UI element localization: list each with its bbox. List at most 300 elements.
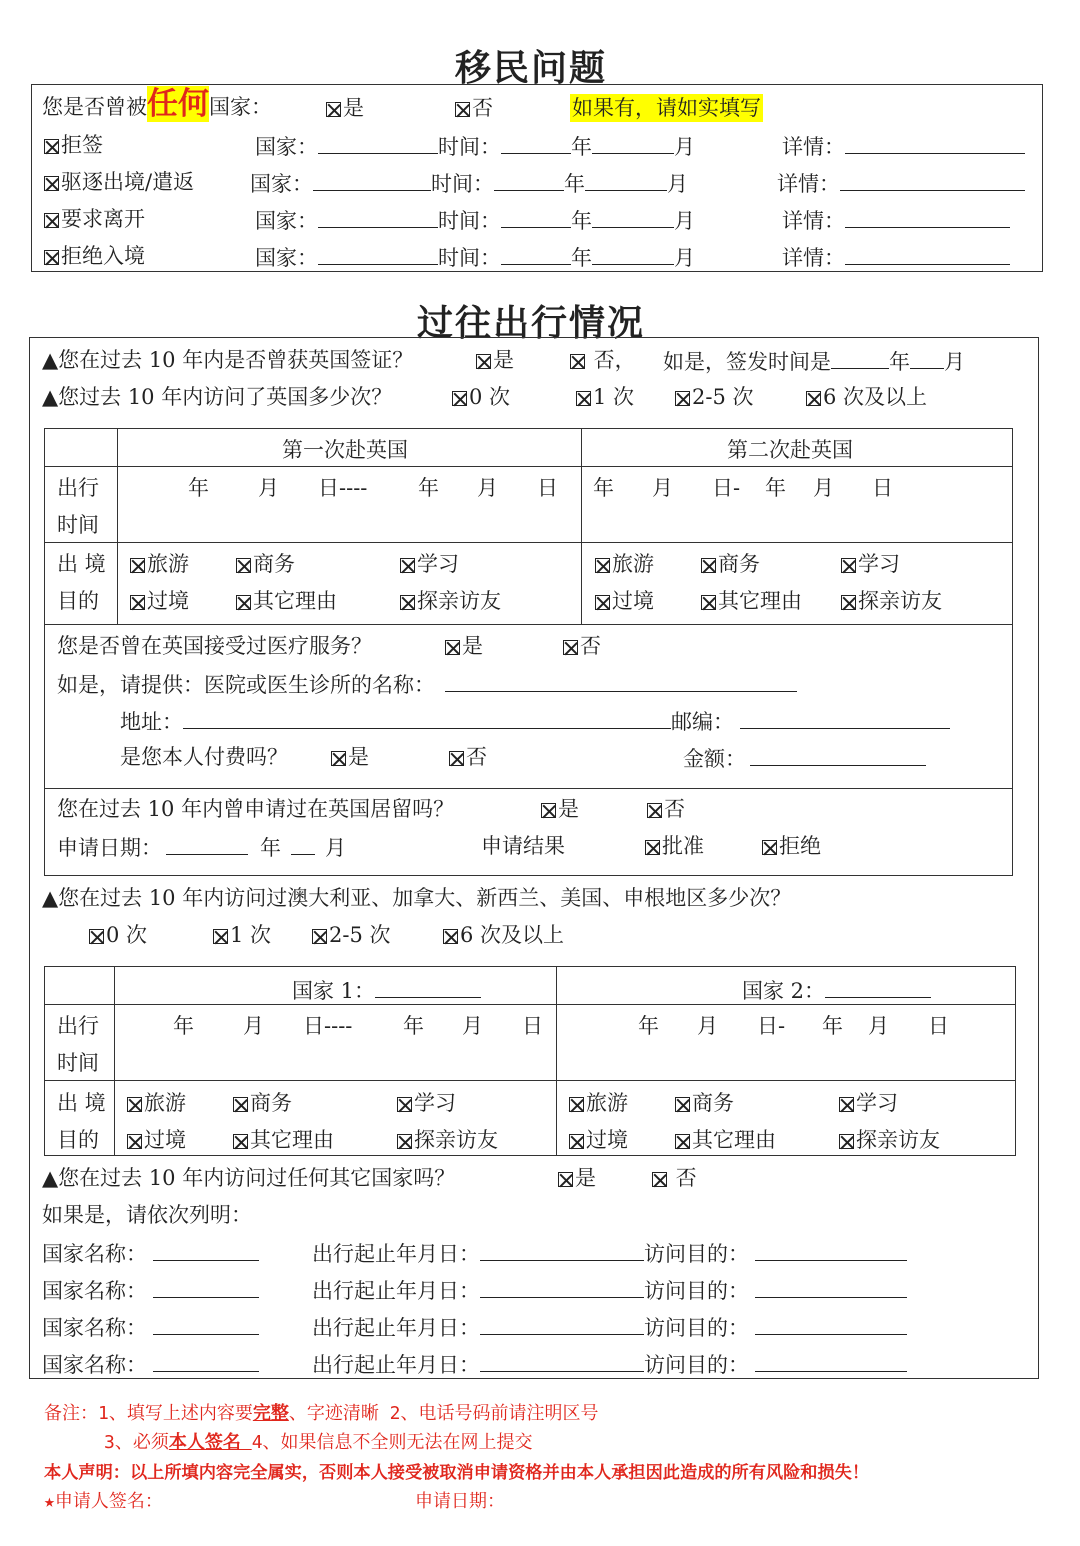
checked-box-icon[interactable] (331, 751, 346, 766)
month-label: 月 (944, 350, 965, 374)
purpose-label: 商务 (250, 1091, 292, 1115)
checked-box-icon[interactable] (841, 558, 856, 573)
checked-box-icon[interactable] (443, 929, 458, 944)
time-label: 时间： (431, 172, 494, 196)
list-row-dates (312, 1314, 907, 1340)
uk2-purpose-family[interactable] (841, 589, 942, 613)
uk-date-left-4: 月 (477, 476, 498, 500)
country1-header (292, 977, 481, 1003)
purpose-label: 过境 (586, 1128, 628, 1152)
checked-box-icon[interactable] (326, 102, 341, 117)
checked-box-icon[interactable] (701, 595, 716, 610)
year-label: 年 (564, 172, 585, 196)
list-row-dates (312, 1351, 907, 1377)
checked-box-icon[interactable] (652, 1172, 667, 1187)
purpose-label: 商务 (718, 552, 760, 576)
note-text: 4、如果信息不全则无法在网上提交 (251, 1432, 533, 1453)
q-post: 国家： (209, 95, 272, 119)
divider (581, 428, 582, 624)
country-label: 国家： (255, 246, 318, 270)
list-dates-label: 出行起止年月日： (312, 1316, 480, 1340)
c2-date-0: 年 (638, 1014, 659, 1038)
q1-text: ▲您在过去 10 年内是否曾获英国签证？ (42, 348, 414, 372)
country-field[interactable] (318, 244, 438, 265)
purpose-label: 旅游 (144, 1091, 186, 1115)
list-country-label: 国家名称： (42, 1242, 147, 1266)
month-label: 月 (674, 135, 695, 159)
no-label: 否 (472, 96, 493, 120)
q3-text: ▲您在过去 10 年内访问过澳大利亚、加拿大、新西兰、美国、申根地区多少次？ (42, 886, 792, 910)
time-label: 时间： (438, 246, 501, 270)
uk-date-left-2: 日---- (318, 476, 368, 500)
divider (44, 466, 1013, 467)
list-purpose-label: 访问目的： (644, 1353, 749, 1377)
checked-box-icon[interactable] (839, 1134, 854, 1149)
month-field[interactable] (592, 244, 674, 265)
yes-label: 是 (493, 348, 514, 372)
checked-box-icon[interactable] (645, 840, 660, 855)
c1-date-0: 年 (173, 1014, 194, 1038)
checked-box-icon[interactable] (44, 250, 59, 265)
list-purpose-field[interactable] (755, 1240, 907, 1261)
c2-date-3: 年 (822, 1014, 843, 1038)
detail-label: 详情： (777, 172, 840, 196)
address-field[interactable] (183, 708, 671, 729)
time-label-2: 时间 (57, 513, 99, 537)
checked-box-icon[interactable] (445, 640, 460, 655)
month-label: 月 (674, 209, 695, 233)
c1-date-5: 日 (522, 1014, 543, 1038)
list-dates-label: 出行起止年月日： (312, 1353, 480, 1377)
hospital-name-field[interactable] (445, 671, 797, 692)
year-field[interactable] (501, 207, 571, 228)
c1-purpose-study[interactable] (397, 1091, 456, 1115)
issue-year-field[interactable] (831, 348, 889, 369)
list-purpose-label: 访问目的： (644, 1242, 749, 1266)
row-label: 拒签 (61, 133, 103, 157)
c2-purpose-study[interactable] (839, 1091, 898, 1115)
uk1-purpose-business[interactable] (236, 552, 295, 576)
q2-opt-0[interactable] (452, 385, 510, 409)
c2-date-5: 日 (928, 1014, 949, 1038)
checked-box-icon[interactable] (400, 595, 415, 610)
purpose-label: 过境 (147, 589, 189, 613)
uk1-purpose-transit[interactable] (130, 589, 189, 613)
section1-hint: 如果有，请如实填写 (572, 96, 761, 120)
country-label: 国家： (255, 209, 318, 233)
q3-opt-1[interactable] (213, 923, 271, 947)
checked-box-icon[interactable] (449, 751, 464, 766)
option-label: 1 次 (230, 923, 272, 947)
stay-date (57, 834, 346, 860)
checked-box-icon[interactable] (233, 1097, 248, 1112)
hospital-name (57, 671, 797, 697)
postcode-label: 邮编： (671, 710, 734, 734)
purpose-label: 探亲访友 (414, 1128, 498, 1152)
list-intro: 如果是，请依次列明： (42, 1203, 252, 1227)
list-purpose-field[interactable] (755, 1351, 907, 1372)
refused-label: 拒绝 (779, 834, 821, 858)
detail-field[interactable] (840, 170, 1025, 191)
postcode-field[interactable] (740, 708, 950, 729)
medical-no[interactable] (563, 634, 601, 658)
no-label: 否 (669, 1166, 697, 1190)
divider (556, 966, 557, 1156)
c1-date-4: 月 (462, 1014, 483, 1038)
c1-date-2: 日---- (303, 1014, 353, 1038)
c1-purpose-other[interactable] (233, 1128, 334, 1152)
q1-yes[interactable] (476, 348, 514, 372)
purpose-label: 其它理由 (692, 1128, 776, 1152)
c2-date-2: 日- (757, 1014, 786, 1038)
checked-box-icon[interactable] (44, 139, 59, 154)
stay-approved[interactable] (645, 834, 704, 858)
divider (44, 542, 1013, 543)
detail-label: 详情： (782, 135, 845, 159)
purpose-label: 其它理由 (250, 1128, 334, 1152)
purpose-label: 过境 (612, 589, 654, 613)
year-label: 年 (571, 135, 592, 159)
purpose-label: 探亲访友 (856, 1128, 940, 1152)
purpose-label: 探亲访友 (417, 589, 501, 613)
q1-no[interactable] (570, 348, 636, 372)
checked-box-icon[interactable] (233, 1134, 248, 1149)
purpose-label-1: 出 境 (57, 552, 106, 576)
uk1-purpose-tourism[interactable] (130, 552, 189, 576)
section1-yes-option[interactable] (326, 96, 364, 120)
uk-trip2-header: 第二次赴英国 (727, 438, 853, 462)
purpose-label: 学习 (858, 552, 900, 576)
c2-purpose-tourism[interactable] (569, 1091, 628, 1115)
detail-label: 详情： (782, 246, 845, 270)
purpose-label: 探亲访友 (858, 589, 942, 613)
purpose-label: 其它理由 (718, 589, 802, 613)
q3-opt-3[interactable] (443, 923, 564, 947)
checked-box-icon[interactable] (675, 1134, 690, 1149)
row-refusal[interactable] (44, 133, 103, 157)
q2-opt-1[interactable] (576, 385, 634, 409)
section2-title: 过往出行情况 (417, 303, 646, 344)
note-line-1 (44, 1403, 599, 1425)
note-text: 备注：1、填写上述内容要 (44, 1403, 253, 1424)
uk-date-left-5: 日 (537, 476, 558, 500)
purpose-label: 学习 (417, 552, 459, 576)
checked-box-icon[interactable] (558, 1172, 573, 1187)
amount (683, 745, 926, 771)
note-emphasis: 本人签名 (168, 1432, 252, 1453)
apply-date-label: 申请日期： (57, 836, 162, 860)
detail-field[interactable] (845, 207, 1010, 228)
checked-box-icon[interactable] (839, 1097, 854, 1112)
country-label: 国家： (250, 172, 313, 196)
uk2-purpose-study[interactable] (841, 552, 900, 576)
month-label: 月 (325, 836, 346, 860)
medical-yes[interactable] (445, 634, 483, 658)
list-dates-field[interactable] (480, 1314, 644, 1335)
row3-detail (782, 207, 1010, 233)
row1-fields (255, 133, 695, 159)
list-row (42, 1314, 259, 1340)
hospital-name-label: 如是，请提供：医院或医生诊所的名称： (57, 673, 435, 697)
checked-box-icon[interactable] (89, 929, 104, 944)
yes-label: 是 (348, 745, 369, 769)
country2-field[interactable] (825, 977, 931, 998)
apply-month-field[interactable] (291, 834, 315, 855)
checked-box-icon[interactable] (213, 929, 228, 944)
c2-purpose-family[interactable] (839, 1128, 940, 1152)
note-text: 、字迹清晰 2、电话号码前请注明区号 (288, 1403, 599, 1424)
signature-date-label: 申请日期： (415, 1491, 505, 1512)
month-field[interactable] (592, 133, 674, 154)
c1-purpose-family[interactable] (397, 1128, 498, 1152)
uk-date-right-1: 月 (652, 476, 673, 500)
uk1-purpose-other[interactable] (236, 589, 337, 613)
c1-date-1: 月 (243, 1014, 264, 1038)
list-country-label: 国家名称： (42, 1316, 147, 1340)
checked-box-icon[interactable] (541, 803, 556, 818)
section1-title: 移民问题 (455, 48, 608, 89)
q4-no[interactable] (652, 1166, 697, 1190)
purpose-label-1: 出 境 (57, 1091, 106, 1115)
q2-opt-3[interactable] (806, 385, 927, 409)
q-emphasis: 任何 (147, 86, 209, 122)
uk-date-right-3: 年 (765, 476, 786, 500)
checked-box-icon[interactable] (452, 391, 467, 406)
checked-box-icon[interactable] (44, 213, 59, 228)
country-field[interactable] (318, 133, 438, 154)
purpose-label: 旅游 (612, 552, 654, 576)
c1-purpose-tourism[interactable] (127, 1091, 186, 1115)
option-label: 0 次 (469, 385, 511, 409)
yes-label: 是 (575, 1166, 596, 1190)
list-country-field[interactable] (153, 1314, 259, 1335)
checked-box-icon[interactable] (595, 558, 610, 573)
time-label-1: 出行 (57, 476, 99, 500)
list-country-label: 国家名称： (42, 1353, 147, 1377)
approved-label: 批准 (662, 834, 704, 858)
year-field[interactable] (501, 133, 571, 154)
checked-box-icon[interactable] (130, 558, 145, 573)
country-field[interactable] (313, 170, 431, 191)
checked-box-icon[interactable] (312, 929, 327, 944)
signature-label: ★申请人签名： (44, 1491, 163, 1512)
q2-text: ▲您过去 10 年内访问了英国多少次？ (42, 385, 393, 409)
checked-box-icon[interactable] (236, 595, 251, 610)
option-label: 2-5 次 (692, 385, 754, 409)
uk2-purpose-business[interactable] (701, 552, 760, 576)
apply-year-field[interactable] (166, 834, 248, 855)
checked-box-icon[interactable] (806, 391, 821, 406)
stay-result-label: 申请结果 (481, 834, 565, 858)
c2-date-4: 月 (868, 1014, 889, 1038)
divider (114, 966, 115, 1156)
year-field[interactable] (494, 170, 564, 191)
self-pay-no[interactable] (449, 745, 487, 769)
checked-box-icon[interactable] (127, 1134, 142, 1149)
list-purpose-label: 访问目的： (644, 1279, 749, 1303)
list-dates-field[interactable] (480, 1351, 644, 1372)
list-dates-field[interactable] (480, 1277, 644, 1298)
issue-month-field[interactable] (910, 348, 944, 369)
checked-box-icon[interactable] (701, 558, 716, 573)
checked-box-icon[interactable] (570, 354, 585, 369)
checked-box-icon[interactable] (400, 558, 415, 573)
purpose-label-2: 目的 (57, 1128, 99, 1152)
self-pay-yes[interactable] (331, 745, 369, 769)
purpose-label: 其它理由 (253, 589, 337, 613)
purpose-label: 旅游 (586, 1091, 628, 1115)
stay-yes[interactable] (541, 797, 579, 821)
detail-label: 详情： (782, 209, 845, 233)
yes-label: 是 (462, 634, 483, 658)
yes-label: 是 (558, 797, 579, 821)
option-label: 1 次 (593, 385, 635, 409)
address-label: 地址： (120, 710, 183, 734)
medical-question: 您是否曾在英国接受过医疗服务？ (57, 634, 372, 658)
checked-box-icon[interactable] (569, 1097, 584, 1112)
row-label: 要求离开 (61, 207, 145, 231)
self-pay-question: 是您本人付费吗？ (120, 745, 288, 769)
c2-purpose-transit[interactable] (569, 1128, 628, 1152)
no-label: 否 (466, 745, 487, 769)
time-label: 时间： (438, 135, 501, 159)
uk2-purpose-tourism[interactable] (595, 552, 654, 576)
checked-box-icon[interactable] (841, 595, 856, 610)
divider (44, 624, 1013, 625)
uk-date-left-1: 月 (258, 476, 279, 500)
checked-box-icon[interactable] (595, 595, 610, 610)
row4-fields (255, 244, 695, 270)
list-dates-label: 出行起止年月日： (312, 1242, 480, 1266)
list-purpose-field[interactable] (755, 1277, 907, 1298)
stay-question: 您在过去 10 年内曾申请过在英国居留吗？ (57, 797, 455, 821)
checked-box-icon[interactable] (762, 840, 777, 855)
row2-detail (777, 170, 1025, 196)
checked-box-icon[interactable] (675, 391, 690, 406)
uk-date-right-0: 年 (593, 476, 614, 500)
purpose-label: 旅游 (147, 552, 189, 576)
list-row-dates (312, 1277, 907, 1303)
list-country-field[interactable] (153, 1351, 259, 1372)
checked-box-icon[interactable] (127, 1097, 142, 1112)
month-field[interactable] (592, 207, 674, 228)
uk1-purpose-study[interactable] (400, 552, 459, 576)
divider (117, 428, 118, 624)
uk2-purpose-other[interactable] (701, 589, 802, 613)
year-label: 年 (571, 246, 592, 270)
row1-detail (782, 133, 1025, 159)
section1-question (42, 86, 272, 122)
checked-box-icon[interactable] (455, 102, 470, 117)
stay-refused[interactable] (762, 834, 821, 858)
list-row (42, 1277, 259, 1303)
purpose-label: 商务 (692, 1091, 734, 1115)
list-country-field[interactable] (153, 1277, 259, 1298)
list-dates-label: 出行起止年月日： (312, 1279, 480, 1303)
purpose-label: 学习 (414, 1091, 456, 1115)
row-entry-denied[interactable] (44, 244, 145, 268)
divider (44, 788, 1013, 789)
checked-box-icon[interactable] (397, 1134, 412, 1149)
c2-purpose-business[interactable] (675, 1091, 734, 1115)
year-field[interactable] (501, 244, 571, 265)
c2-purpose-other[interactable] (675, 1128, 776, 1152)
checked-box-icon[interactable] (236, 558, 251, 573)
checked-box-icon[interactable] (569, 1134, 584, 1149)
option-label: 6 次及以上 (823, 385, 928, 409)
declaration: 本人声明：以上所填内容完全属实，否则本人接受被取消申请资格并由本人承担因此造成的所有风险和损失！ (44, 1463, 870, 1483)
year-label: 年 (260, 836, 281, 860)
c1-date-3: 年 (403, 1014, 424, 1038)
checked-box-icon[interactable] (675, 1097, 690, 1112)
list-row (42, 1240, 259, 1266)
checked-box-icon[interactable] (397, 1097, 412, 1112)
uk-trip1-header: 第一次赴英国 (282, 438, 408, 462)
checked-box-icon[interactable] (647, 803, 662, 818)
no-label: 否 (664, 797, 685, 821)
uk2-purpose-transit[interactable] (595, 589, 654, 613)
option-label: 2-5 次 (329, 923, 391, 947)
country2-header (742, 977, 931, 1003)
list-dates-field[interactable] (480, 1240, 644, 1261)
uk1-purpose-family[interactable] (400, 589, 501, 613)
c1-purpose-business[interactable] (233, 1091, 292, 1115)
issue-date-label: 如是，签发时间是 (663, 350, 831, 374)
country-field[interactable] (318, 207, 438, 228)
checked-box-icon[interactable] (130, 595, 145, 610)
hospital-address (120, 708, 950, 734)
checked-box-icon[interactable] (576, 391, 591, 406)
detail-field[interactable] (845, 244, 1010, 265)
row-label: 驱逐出境/遣返 (61, 170, 195, 194)
q3-opt-2[interactable] (312, 923, 391, 947)
month-field[interactable] (585, 170, 667, 191)
uk-date-right-4: 月 (813, 476, 834, 500)
q-pre: 您是否曾被 (42, 95, 147, 119)
amount-label: 金额： (683, 747, 746, 771)
section1-no-option[interactable] (455, 96, 493, 120)
q4-text: ▲您在过去 10 年内访问过任何其它国家吗？ (42, 1166, 456, 1190)
purpose-label-2: 目的 (57, 589, 99, 613)
q1-issue-date (663, 348, 965, 374)
uk-date-right-2: 日- (712, 476, 741, 500)
list-row-dates (312, 1240, 907, 1266)
q3-opt-0[interactable] (89, 923, 147, 947)
option-label: 0 次 (106, 923, 148, 947)
list-purpose-field[interactable] (755, 1314, 907, 1335)
list-row (42, 1351, 259, 1377)
amount-field[interactable] (750, 745, 926, 766)
yes-label: 是 (343, 96, 364, 120)
row-label: 拒绝入境 (61, 244, 145, 268)
checked-box-icon[interactable] (476, 354, 491, 369)
list-purpose-label: 访问目的： (644, 1316, 749, 1340)
month-label: 月 (667, 172, 688, 196)
c1-purpose-transit[interactable] (127, 1128, 186, 1152)
q4-yes[interactable] (558, 1166, 596, 1190)
row-deportation[interactable] (44, 170, 194, 194)
note-emphasis: 完整 (252, 1403, 289, 1424)
q2-opt-2[interactable] (675, 385, 754, 409)
checked-box-icon[interactable] (563, 640, 578, 655)
row-asked-to-leave[interactable] (44, 207, 145, 231)
stay-no[interactable] (647, 797, 685, 821)
note-line-2 (104, 1432, 533, 1454)
country1-field[interactable] (375, 977, 481, 998)
detail-field[interactable] (845, 133, 1025, 154)
list-country-field[interactable] (153, 1240, 259, 1261)
checked-box-icon[interactable] (44, 176, 59, 191)
